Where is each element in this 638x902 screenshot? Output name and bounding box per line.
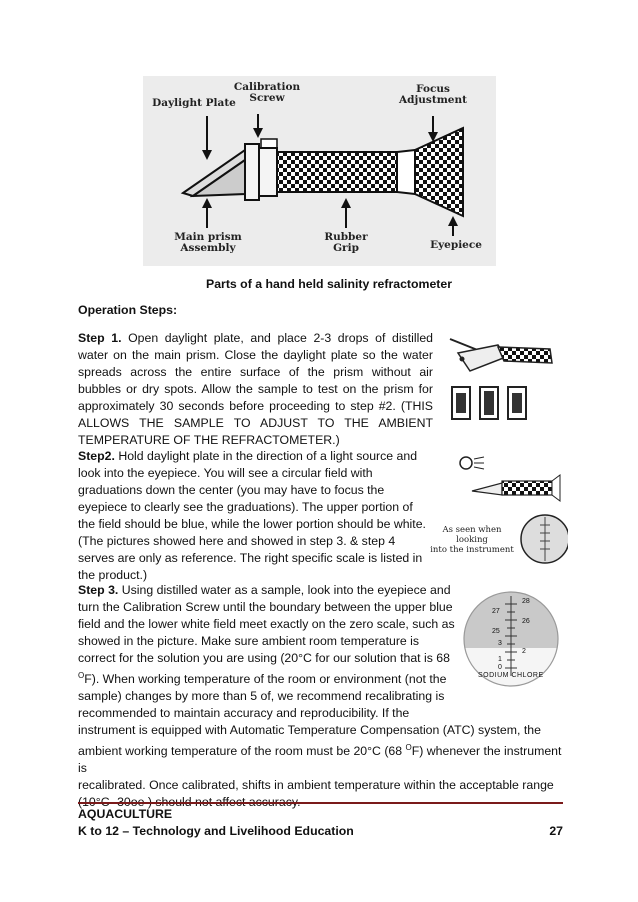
step2-line — [78, 448, 438, 465]
label-calibration-screw: Calibration Screw — [233, 81, 301, 104]
step3-line: field and the lower white field meet exactly on the zero scale, such as — [78, 617, 455, 631]
step3-text: F) whenever the instrument is — [78, 744, 562, 776]
step3-sup: O — [78, 671, 85, 680]
scale-tick-26: 26 — [522, 618, 530, 625]
step3-line: turn the Calibration Screw until the boundary between the upper blue — [78, 600, 453, 614]
step3-line: correct for the solution you are using (20°C for our solution that is 68 — [78, 651, 450, 665]
step2-label: Step2. — [78, 449, 115, 463]
refractometer-diagram — [143, 76, 496, 266]
scale-tick-27: 27 — [492, 608, 500, 615]
step2-line: the field should be blue, while the lower portion should be white. — [78, 517, 426, 531]
step2-figure — [428, 447, 568, 567]
step2-figure-caption: As seen when looking into the instrument — [430, 525, 514, 555]
operation-steps-heading: Operation Steps: — [78, 303, 178, 317]
step1-label: Step 1. — [78, 331, 122, 345]
scale-tick-1: 1 — [498, 656, 502, 663]
step2-paragraph — [78, 448, 438, 584]
step3-line: sample) changes by more than 5 of, we recommend recalibrating is — [78, 689, 445, 704]
footer-rule — [78, 802, 563, 804]
step3-label: Step 3. — [78, 583, 119, 597]
step1-figure — [440, 327, 560, 427]
label-daylight-plate: Daylight Plate — [152, 97, 236, 109]
step2-line: serves are only as reference. The right specific scale is listed in — [78, 551, 423, 565]
scale-caption: SODIUM CHLORE — [478, 672, 544, 679]
step3-scale-figure — [452, 590, 570, 688]
footer-subject: AQUACULTURE — [78, 807, 173, 821]
page-number: 27 — [549, 824, 563, 838]
step2-line: look into the eyepiece. You will see a circular field with — [78, 466, 373, 480]
label-focus-adjustment: Focus Adjustment — [399, 83, 467, 106]
scale-tick-28: 28 — [522, 598, 530, 605]
step3-sup: O — [405, 743, 412, 753]
step3-text: ambient working temperature of the room must be 20°C (68 — [78, 744, 406, 759]
scale-tick-0: 0 — [498, 664, 502, 671]
step3-text: Using distilled water as a sample, look into the eyepiece and — [118, 583, 451, 597]
scale-tick-2: 2 — [522, 648, 526, 655]
step2-line: (The pictures showed here and showed in step 3. & step 4 — [78, 534, 396, 548]
label-rubber-grip: Rubber Grip — [324, 231, 368, 254]
step3-line — [78, 739, 563, 777]
step3-text: F). When working temperature of the room or environment (not the — [84, 672, 447, 687]
step3-line: recommended to maintain accuracy and reproducibility. If the — [78, 706, 410, 721]
footer-course: K to 12 – Technology and Livelihood Education — [78, 824, 354, 838]
step3-line: recalibrated. Once calibrated, shifts in ambient temperature within the acceptable range — [78, 778, 554, 793]
diagram-caption: Parts of a hand held salinity refractometer — [206, 277, 453, 291]
step1-paragraph — [78, 330, 433, 449]
footer-course-row — [78, 823, 563, 840]
scale-tick-3: 3 — [498, 640, 502, 647]
step2-line: graduations down the center (you may have to focus the — [78, 483, 385, 497]
label-main-prism: Main prism Assembly — [174, 231, 242, 254]
footer — [78, 806, 563, 840]
step2-text: Hold daylight plate in the direction of a light source and — [114, 449, 418, 463]
scale-tick-25: 25 — [492, 628, 500, 635]
step3-line: showed in the picture. Make sure ambient room temperature is — [78, 634, 420, 648]
step2-line: the product.) — [78, 568, 148, 582]
label-eyepiece: Eyepiece — [430, 239, 482, 251]
step2-line: eyepiece to clearly see the graduations). The upper portion of — [78, 500, 413, 514]
step3-line: instrument is equipped with Automatic Temperature Compensation (ATC) system, the — [78, 723, 541, 738]
step1-text: Open daylight plate, and place 2-3 drops of distilled water on the main prism. Close the daylight plate so the water spreads across the entire surface of the prism without air bubbles or dry spots. Allow the sample to test on the prism for approximately 30 seconds before proceeding to step #2. (THIS ALLOWS THE SAMPLE TO ADJUST TO THE AMBIENT TEMPERATURE OF THE REFRACTOMETER.) — [78, 331, 433, 447]
